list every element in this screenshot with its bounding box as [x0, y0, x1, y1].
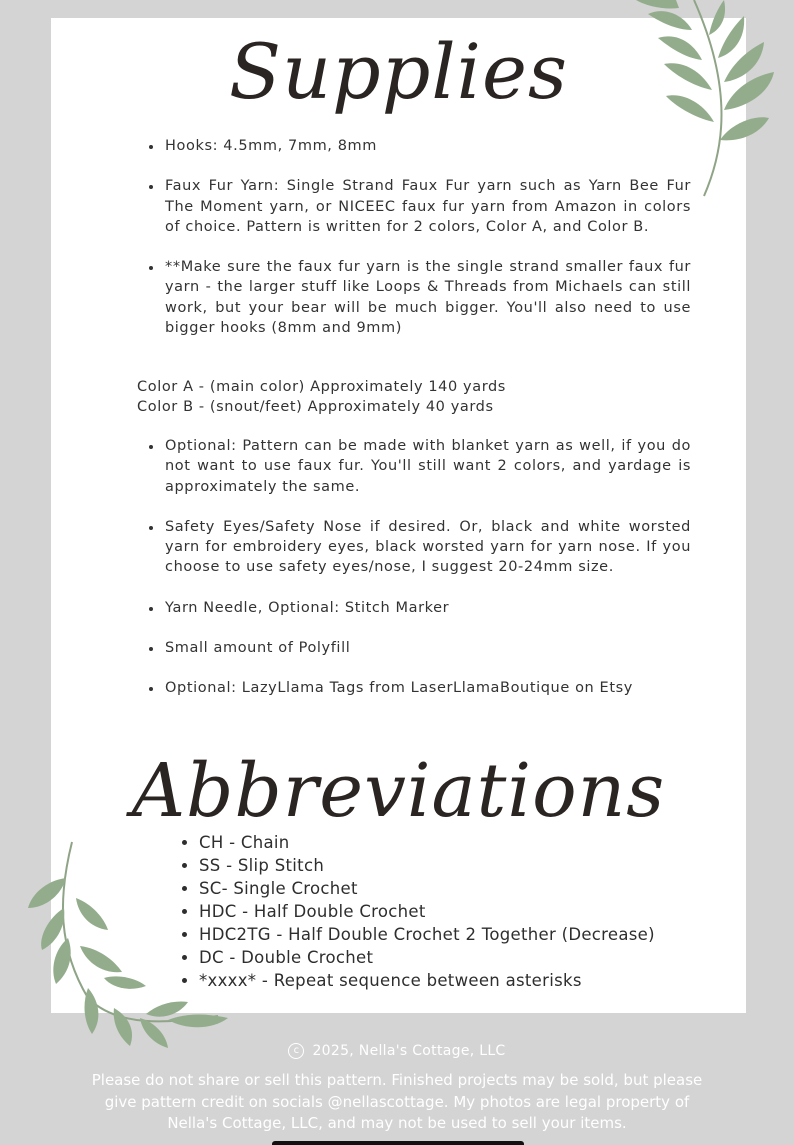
- supplies-title: Supplies: [229, 27, 568, 116]
- list-item: • Faux Fur Yarn: Single Strand Faux Fur yarn such as Yarn Bee Fur The Moment yarn, or NICEEC faux fur yarn from Amazon in colors of choice. Pattern is written for 2 colors, Color A, and Color B.: [163, 176, 691, 237]
- leaf-branch-icon: [584, 0, 794, 200]
- list-item: • HDC - Half Double Crochet: [199, 900, 759, 923]
- list-item: • **Make sure the faux fur yarn is the single strand smaller faux fur yarn - the larger stuff like Loops & Threads from Michaels can still work, but your bear will be much bigger. You'll also need to use bigger hooks (8mm and 9mm): [163, 257, 691, 338]
- color-yardage-notes: [137, 377, 657, 418]
- list-item: • Safety Eyes/Safety Nose if desired. Or, black and white worsted yarn for embroidery eyes, black worsted yarn for yarn nose. If you choose to use safety eyes/nose, I suggest 20-24mm size.: [163, 517, 691, 578]
- leaf-branch-icon: [18, 838, 238, 1058]
- color-b-note: Color B - (snout/feet) Approximately 40 yards: [137, 399, 494, 416]
- list-item: • Hooks: 4.5mm, 7mm, 8mm: [163, 136, 691, 156]
- supplies-list-continued: [139, 436, 691, 719]
- list-item: • SS - Slip Stitch: [199, 854, 759, 877]
- list-item: • *xxxx* - Repeat sequence between asterisks: [199, 969, 759, 992]
- list-item: • HDC2TG - Half Double Crochet 2 Together (Decrease): [199, 923, 759, 946]
- copyright-notice: [0, 1043, 794, 1059]
- list-item: • Small amount of Polyfill: [163, 638, 691, 658]
- home-indicator-bar: [272, 1141, 524, 1145]
- list-item: • Yarn Needle, Optional: Stitch Marker: [163, 598, 691, 618]
- copyright-text: 2025, Nella's Cottage, LLC: [312, 1043, 506, 1059]
- abbreviations-title: Abbreviations: [131, 748, 666, 834]
- list-item: • Optional: Pattern can be made with blanket yarn as well, if you do not want to use faux fur. You'll still want 2 colors, and yardage is approximately the same.: [163, 436, 691, 497]
- list-item: • CH - Chain: [199, 831, 759, 854]
- usage-disclaimer: Please do not share or sell this pattern. Finished projects may be sold, but please give pattern credit on socials @nellascottage. My photos are legal property of Nella's Cottage, LLC, and may not be used to sell your items.: [91, 1071, 703, 1132]
- list-item: • SC- Single Crochet: [199, 877, 759, 900]
- list-item: • DC - Double Crochet: [199, 946, 759, 969]
- abbreviations-list: [175, 831, 759, 992]
- copyright-icon: c: [288, 1043, 304, 1059]
- list-item: • Optional: LazyLlama Tags from LaserLlamaBoutique on Etsy: [163, 678, 691, 698]
- color-a-note: Color A - (main color) Approximately 140 yards: [137, 379, 506, 395]
